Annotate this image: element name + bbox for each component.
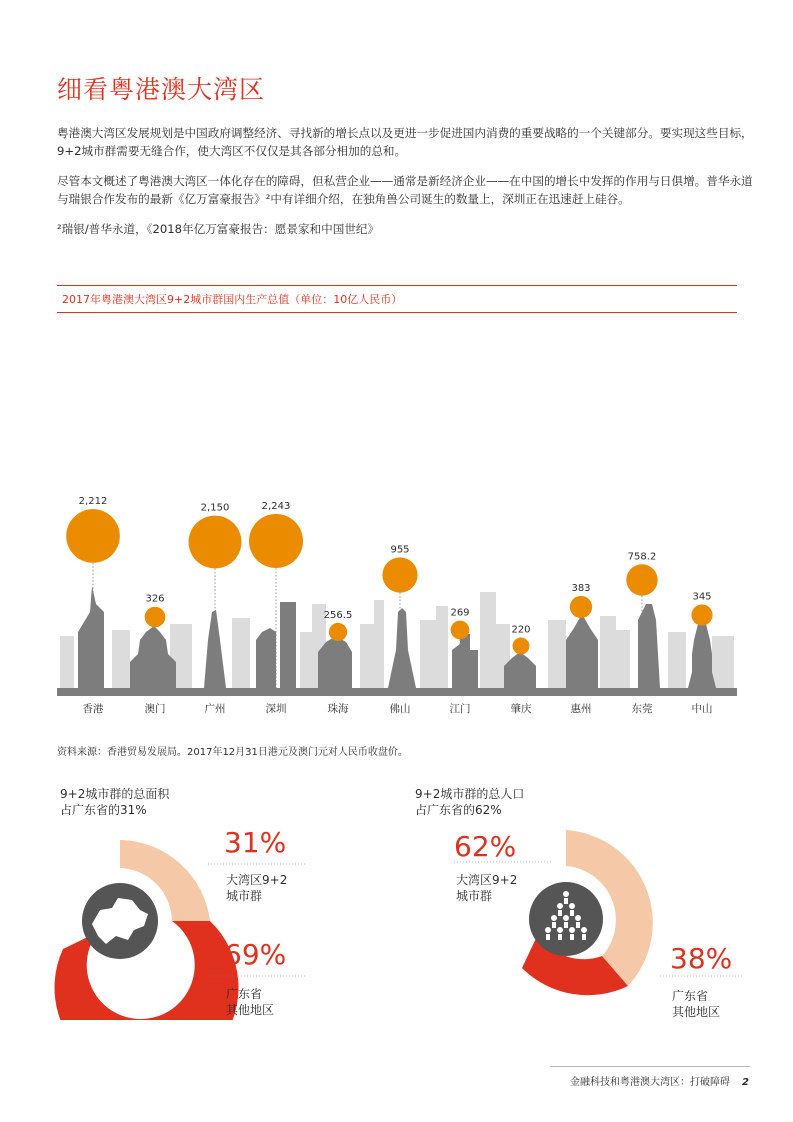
chart-title: 2017年粤港澳大湾区9+2城市群国内生产总值（单位：10亿人民币） — [62, 293, 403, 306]
area-stat-title-line1: 9+2城市群的总面积 — [60, 787, 170, 801]
city-label: 广州 — [204, 703, 226, 715]
area-label-gba — [226, 872, 287, 904]
area-label-other — [226, 986, 274, 1018]
area-pct-gba: 31% — [224, 826, 287, 859]
population-label-other-line2: 其他地区 — [672, 1005, 721, 1019]
population-pct-other: 38% — [670, 942, 733, 975]
gdp-bubble — [513, 638, 530, 655]
gdp-bubble — [451, 621, 470, 640]
city-label: 肇庆 — [510, 703, 532, 715]
city-label: 佛山 — [389, 703, 411, 715]
city-label: 东莞 — [631, 703, 653, 715]
gdp-bubble — [145, 607, 166, 628]
area-pct-other: 69% — [224, 938, 287, 971]
city-label: 惠州 — [570, 703, 592, 715]
gdp-value-label: 2,150 — [200, 502, 230, 514]
gdp-value-label: 2,212 — [78, 496, 108, 508]
gdp-value-label: 220 — [511, 624, 531, 636]
population-stat-title — [415, 786, 524, 818]
population-label-other — [672, 988, 720, 1020]
city-label: 香港 — [82, 703, 104, 715]
gdp-bubble — [249, 514, 303, 568]
gdp-value-label: 2,243 — [261, 501, 291, 512]
footer-title: 金融科技和粤港澳大湾区：打破障碍 — [570, 1077, 731, 1088]
footer-divider — [550, 1066, 750, 1067]
city-label: 珠海 — [327, 703, 349, 715]
area-stat-title-line2: 占广东省的31% — [60, 803, 147, 817]
gdp-bubble — [570, 596, 592, 618]
gdp-value-label: 383 — [571, 582, 591, 594]
intro-paragraph: 粤港澳大湾区发展规划是中国政府调整经济、寻找新的增长点以及更进一步促进国内消费的重要战略的一个关键部分。要实现这些目标，9+2城市群需要无缝合作，使大湾区不仅仅是其各部分相加的总和。 — [57, 126, 753, 158]
city-label: 中山 — [691, 703, 713, 715]
population-label-gba-line2: 城市群 — [456, 889, 493, 903]
gdp-value-label: 256.5 — [323, 609, 353, 621]
gdp-bubble — [189, 516, 242, 569]
page-number: 2 — [742, 1077, 749, 1088]
population-label-other-line1: 广东省 — [672, 989, 709, 1003]
gdp-value-label: 758.2 — [627, 551, 657, 563]
city-label: 澳门 — [144, 703, 166, 715]
city-label: 江门 — [449, 703, 471, 715]
population-stat-title-line1: 9+2城市群的总人口 — [415, 787, 525, 801]
population-stat-title-line2: 占广东省的62% — [415, 803, 502, 817]
city-label: 深圳 — [265, 703, 287, 715]
area-label-gba-line2: 城市群 — [226, 889, 263, 903]
area-label-gba-line1: 大湾区9+2 — [226, 873, 288, 887]
population-label-gba — [456, 872, 517, 904]
gdp-bubble — [626, 564, 657, 595]
page-footer — [570, 1073, 749, 1088]
gdp-bubble — [66, 509, 120, 563]
gdp-value-label: 345 — [692, 591, 712, 603]
skyline-ground — [57, 688, 737, 696]
gdp-value-label: 326 — [145, 593, 165, 605]
gdp-value-label: 955 — [390, 544, 410, 556]
population-label-gba-line1: 大湾区9+2 — [456, 873, 518, 887]
footnote: ²瑞银/普华永道，《2018年亿万富豪报告：愿景家和中国世纪》 — [57, 222, 380, 236]
area-label-other-line1: 广东省 — [226, 987, 263, 1001]
area-donut-chart — [40, 820, 330, 1020]
gdp-bubble — [382, 557, 417, 592]
area-label-other-line2: 其他地区 — [226, 1003, 275, 1017]
page-title: 细看粤港澳大湾区 — [57, 75, 266, 104]
population-pct-gba: 62% — [454, 830, 517, 863]
chart-source-note: 资料来源：香港贸易发展局。2017年12月31日港元及澳门元对人民币收盘价。 — [57, 747, 408, 758]
area-stat-title — [60, 786, 169, 818]
gdp-bubble — [329, 623, 347, 641]
gdp-bubble — [691, 604, 712, 625]
private-sector-paragraph: 尽管本文概述了粤港澳大湾区一体化存在的障碍，但私营企业——通常是新经济企业——在中国的增长中发挥的作用与日俱增。普华永道与瑞银合作发布的最新《亿万富豪报告》²中有详细介绍，在独角兽公司诞生的数量上，深圳正在迅速赶上硅谷。 — [57, 174, 753, 206]
gdp-value-label: 269 — [450, 607, 470, 619]
